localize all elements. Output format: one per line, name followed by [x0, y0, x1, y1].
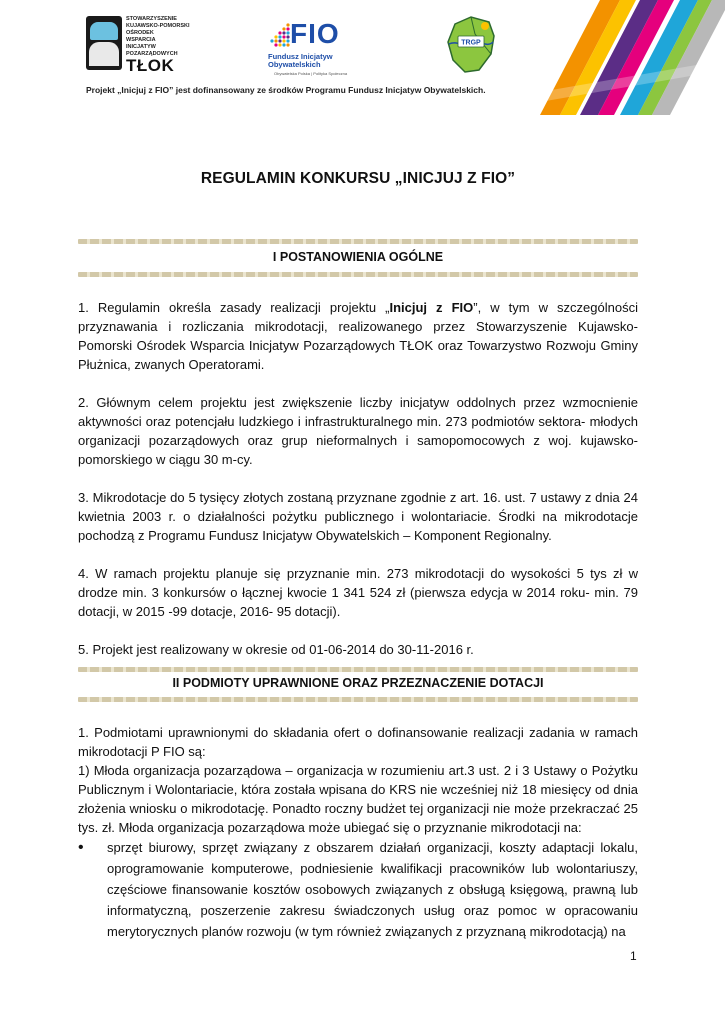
section-2-paragraph-1: 1. Podmiotami uprawnionymi do składania ofert o dofinansowanie realizacji zadania w ramach mikrodotacji P FIO są:: [78, 725, 638, 759]
page-title: REGULAMIN KONKURSU „INICJUJ Z FIO”: [200, 170, 516, 187]
section-2-paragraph-2: 1) Młoda organizacja pozarządowa – organizacja w rozumieniu art.3 ust. 2 i 3 Ustawy o Pożytku Publicznym i Wolontariacie, która została wpisana do KRS nie wcześniej niż 18 miesięcy od dnia złożenia wniosku o mikrodotację. Ponadto roczny budżet tej organizacji nie może przekraczać 25 tys. zł. Młoda organizacja pozarządowa może ubiegać się o przyznanie mikrodotacji na:: [78, 763, 638, 835]
tlok-emblem-icon: [86, 16, 122, 70]
document-body: [78, 170, 638, 942]
fio-dots-icon: [268, 22, 292, 52]
fio-logo-subtitle-1: Fundusz Inicjatyw: [268, 52, 333, 61]
section-1-paragraph-3: 3. Mikrodotacje do 5 tysięcy złotych zostaną przyznane zgodnie z art. 16. ust. 7 ustawy z dnia 24 kwietnia 2003 r. o działalności pożytku publicznego i wolontariacie. Środki na mikrodotacje pochodzą z Programu Fundusz Inicjatyw Obywatelskich – Komponent Regionalny.: [78, 490, 638, 543]
section-1-paragraph-4: 4. W ramach projektu planuje się przyznanie min. 273 mikrodotacji do wysokości 5 tys zł w drodze min. 3 konkursów o łącznej kwocie 1 341 524 zł (pierwsza edycja w 2014 roku- min. 79 dotacji, w 2015 -99 dotacje, 2016- 95 dotacji).: [78, 566, 638, 619]
section-1-heading: I POSTANOWIENIA OGÓLNE: [272, 250, 444, 264]
page-number: 1: [630, 949, 637, 963]
funding-note: Projekt „Inicjuj z FIO” jest dofinansowany ze środków Programu Fundusz Inicjatyw Obywatelskich.: [86, 85, 486, 95]
section-2-heading: II PODMIOTY UPRAWNIONE ORAZ PRZEZNACZENIE DOTACJI: [172, 676, 544, 690]
trgp-logo: [445, 14, 497, 76]
fio-logo-subtitle-2: Obywatelskich: [268, 60, 321, 69]
tlok-logo: [86, 16, 196, 76]
list-item: • sprzęt biurowy, sprzęt związany z obszarem działań organizacji, koszty adaptacji lokalu, oprogramowanie komputerowe, podniesienie kwalifikacji pracowników lub wolontariuszy, częściowe finansowanie kosztów osobowych związanych z obsługą księgową, prawną lub informatyczną, poszerzenie zakresu świadczonych usług oraz pomoc w opracowaniu merytorycznych planów rozwoju (w tym również związanych z przyznaną mikrodotacją) na: [78, 837, 638, 942]
section-1-paragraph-2: 2. Głównym celem projektu jest zwiększenie liczby inicjatyw oddolnych przez wzmocnienie aktywności oraz potencjału ludzkiego i infrastrukturalnego min. 273 podmiotów sektora- młodych organizacji pozarządowych oraz grup nieformalnych i samopomocowych z woj. kujawsko-pomorskiego w ciągu 30 m-cy.: [78, 395, 638, 467]
fio-logo: [268, 18, 368, 78]
section-1-paragraph-1: 1. Regulamin określa zasady realizacji projektu „Inicjuj z FIO”, w tym w szczególności przyznawania i rozliczania mikrodotacji, realizowanego przez Stowarzyszenie Kujawsko-Pomorski Ośrodek Wsparcia Inicjatyw Pozarządowych TŁOK oraz Towarzystwo Rozwoju Gminy Płużnica, zwanych Operatorami.: [78, 300, 638, 372]
tlok-logo-text: STOWARZYSZENIE KUJAWSKO-POMORSKI OŚRODEK WSPARCIA INICJATYW POZARZĄDOWYCH: [126, 16, 190, 57]
ribbon-decoration-icon: [540, 0, 725, 115]
fio-logo-tagline: Obywatelska Polska | Polityka Społeczna: [274, 71, 348, 76]
page-header: [0, 0, 725, 115]
section-1-paragraph-5: 5. Projekt jest realizowany w okresie od 01-06-2014 do 30-11-2016 r.: [78, 642, 474, 657]
eligible-costs-list: [78, 837, 638, 942]
tlok-logo-name: TŁOK: [126, 56, 175, 75]
trgp-logo-label: TRGP: [461, 39, 481, 47]
fio-logo-word: FIO: [290, 18, 340, 49]
